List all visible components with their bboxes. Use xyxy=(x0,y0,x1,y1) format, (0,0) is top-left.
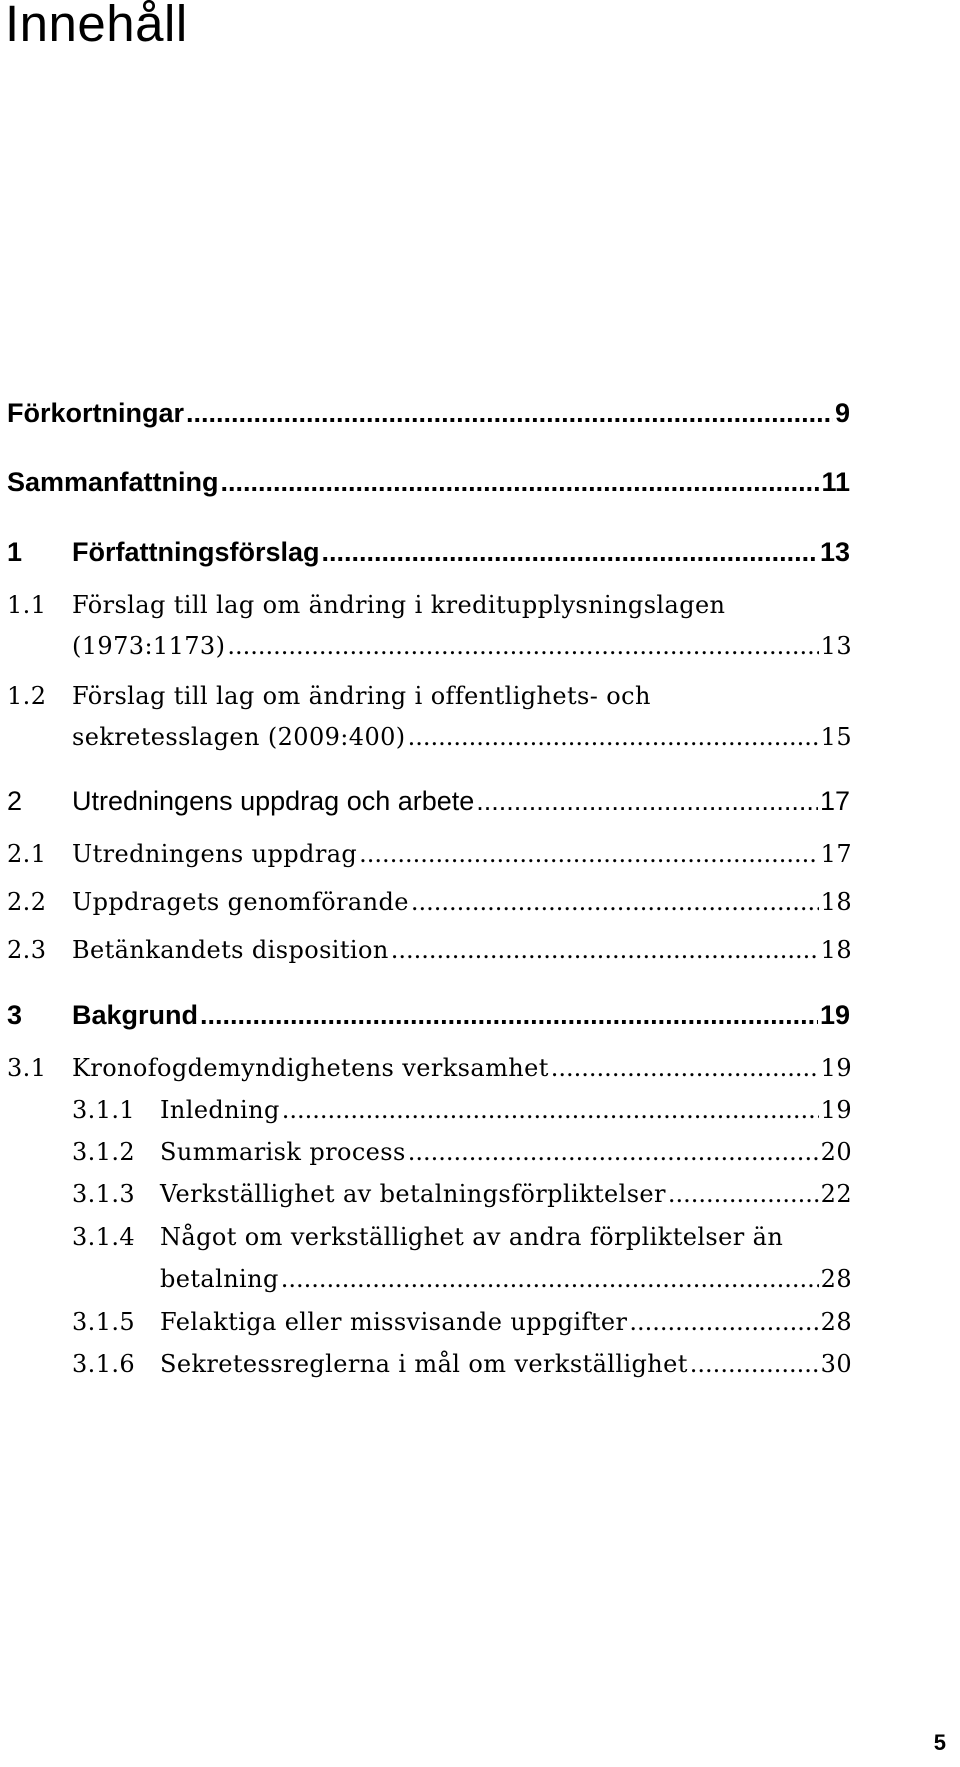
toc-subsection-number: 3.1.6 xyxy=(72,1350,136,1378)
toc-page-number: 18 xyxy=(820,888,852,916)
dot-leader xyxy=(629,1308,818,1336)
toc-entry-section-1-1[interactable] xyxy=(72,632,852,676)
toc-subsection-number: 3.1.3 xyxy=(72,1180,136,1208)
toc-page-number: 28 xyxy=(820,1308,852,1336)
toc-entry-chapter-2[interactable] xyxy=(72,786,850,830)
toc-entry-section-2-2[interactable] xyxy=(72,888,852,932)
toc-section-number: 2.2 xyxy=(7,888,47,916)
toc-section-number: 2.1 xyxy=(7,840,47,868)
dot-leader xyxy=(690,1350,819,1378)
toc-entry-section-3-1[interactable] xyxy=(72,1054,852,1098)
toc-chapter-number: 3 xyxy=(7,1000,23,1030)
toc-subsection-number: 3.1.2 xyxy=(72,1138,136,1166)
toc-page-number: 22 xyxy=(820,1180,852,1208)
toc-page-number: 9 xyxy=(834,398,850,428)
dot-leader xyxy=(227,632,818,660)
toc-entry-chapter-1[interactable] xyxy=(72,537,850,581)
toc-entry-title: Sammanfattning xyxy=(7,467,219,497)
toc-entry-section-2-1[interactable] xyxy=(72,840,852,884)
dot-leader xyxy=(391,936,819,964)
toc-entry-title-continued: sekretesslagen (2009:400) xyxy=(72,723,406,751)
toc-subsection-number: 3.1.5 xyxy=(72,1308,136,1336)
toc-page-number: 19 xyxy=(819,1000,850,1030)
toc-entry-title: Betänkandets disposition xyxy=(72,936,389,964)
toc-entry-section-2-3[interactable] xyxy=(72,936,852,980)
toc-entry-title: Kronofogdemyndighetens verksamhet xyxy=(72,1054,549,1082)
toc-entry-subsection-3-1-3[interactable] xyxy=(160,1180,852,1224)
toc-entry-title-continued: betalning xyxy=(160,1265,279,1293)
toc-page-number: 19 xyxy=(820,1096,852,1124)
toc-chapter-number: 2 xyxy=(7,786,23,816)
dot-leader xyxy=(322,537,818,568)
toc-entry-subsection-3-1-1[interactable] xyxy=(160,1096,852,1140)
toc-page-number: 17 xyxy=(820,840,852,868)
toc-entry-sammanfattning[interactable] xyxy=(7,467,850,511)
toc-entry-title: Verkställighet av betalningsförpliktelser xyxy=(160,1180,666,1208)
toc-entry-title: Uppdragets genomförande xyxy=(72,888,409,916)
dot-leader xyxy=(411,888,819,916)
dot-leader xyxy=(359,840,818,868)
toc-entry-chapter-3[interactable] xyxy=(72,1000,850,1044)
dot-leader xyxy=(282,1096,819,1124)
toc-entry-title[interactable]: Förslag till lag om ändring i offentlighets- och xyxy=(72,682,651,710)
dot-leader xyxy=(281,1265,819,1293)
toc-subsection-number: 3.1.4 xyxy=(72,1223,136,1251)
toc-page-number: 30 xyxy=(820,1350,852,1378)
toc-page-number: 19 xyxy=(820,1054,852,1082)
dot-leader xyxy=(221,467,820,498)
toc-entry-subsection-3-1-5[interactable] xyxy=(160,1308,852,1352)
toc-entry-title: Inledning xyxy=(160,1096,280,1124)
toc-chapter-number: 1 xyxy=(7,537,23,567)
dot-leader xyxy=(476,786,818,817)
toc-section-number: 3.1 xyxy=(7,1054,47,1082)
toc-subsection-number: 3.1.1 xyxy=(72,1096,136,1124)
dot-leader xyxy=(668,1180,819,1208)
toc-page-number: 18 xyxy=(820,936,852,964)
toc-entry-title: Utredningens uppdrag och arbete xyxy=(72,786,475,816)
dot-leader xyxy=(186,398,833,429)
toc-entry-title: Författningsförslag xyxy=(72,537,320,567)
toc-section-number: 1.1 xyxy=(7,591,47,619)
toc-entry-subsection-3-1-6[interactable] xyxy=(160,1350,852,1394)
toc-page-number: 28 xyxy=(820,1265,852,1293)
dot-leader xyxy=(408,1138,819,1166)
page-title: Innehåll xyxy=(5,0,188,52)
toc-section-number: 2.3 xyxy=(7,936,47,964)
toc-entry-title: Utredningens uppdrag xyxy=(72,840,358,868)
toc-page-number: 13 xyxy=(820,632,852,660)
toc-entry-title[interactable]: Något om verkställighet av andra förpliktelser än xyxy=(160,1223,784,1251)
toc-entry-subsection-3-1-2[interactable] xyxy=(160,1138,852,1182)
toc-page-number: 20 xyxy=(820,1138,852,1166)
toc-entry-section-1-2[interactable] xyxy=(72,723,852,767)
toc-entry-title[interactable]: Förslag till lag om ändring i kreditupplysningslagen xyxy=(72,591,726,619)
toc-entry-title: Summarisk process xyxy=(160,1138,406,1166)
dot-leader xyxy=(200,1000,818,1031)
toc-entry-title: Felaktiga eller missvisande uppgifter xyxy=(160,1308,628,1336)
dot-leader xyxy=(551,1054,819,1082)
toc-page-number: 15 xyxy=(820,723,852,751)
dot-leader xyxy=(408,723,819,751)
toc-entry-title: Förkortningar xyxy=(7,398,185,428)
toc-page-number: 13 xyxy=(819,537,850,567)
toc-entry-forkortningar[interactable] xyxy=(7,398,850,442)
page-number: 5 xyxy=(933,1730,946,1755)
toc-section-number: 1.2 xyxy=(7,682,47,710)
toc-entry-title-continued: (1973:1173) xyxy=(72,632,226,660)
toc-entry-subsection-3-1-4[interactable] xyxy=(160,1265,852,1309)
toc-entry-title: Sekretessreglerna i mål om verkställighet xyxy=(160,1350,688,1378)
toc-page-number: 11 xyxy=(821,467,850,497)
toc-entry-title: Bakgrund xyxy=(72,1000,199,1030)
toc-page-number: 17 xyxy=(819,786,850,816)
